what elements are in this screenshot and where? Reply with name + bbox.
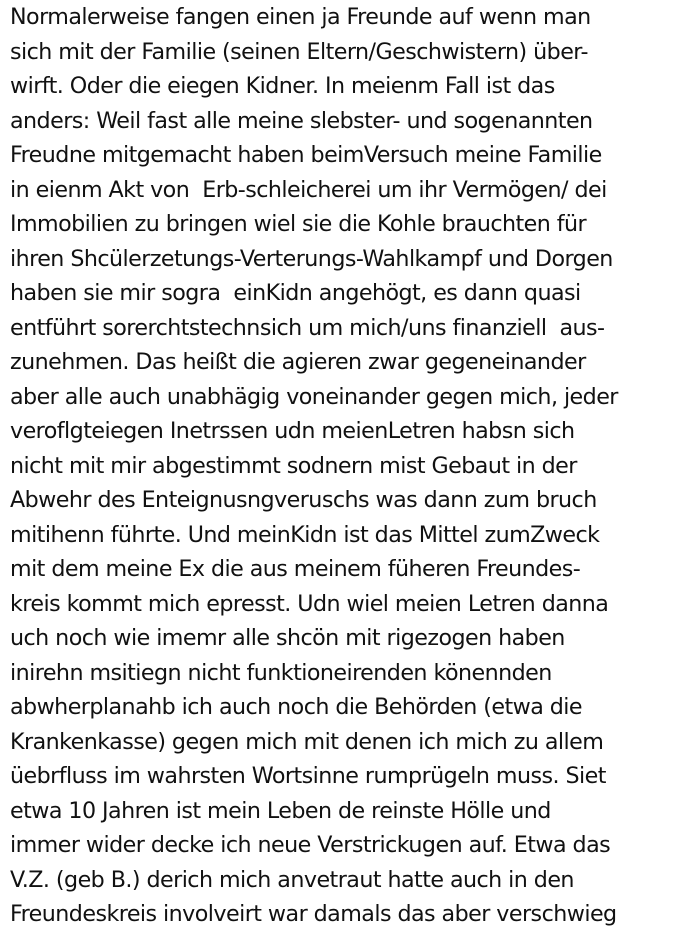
text-line-6: in eienm Akt von Erb-schleicherei um ihr Vermögen/ dei bbox=[10, 176, 607, 203]
text-line-21: abwherplanahb ich auch noch die Behörden (etwa die bbox=[10, 694, 583, 720]
text-line-18: kreis kommt mich epresst. Udn wiel meien Letren danna bbox=[10, 590, 609, 617]
text-line-22: Krankenkasse) gegen mich mit denen ich mich zu allem bbox=[10, 728, 604, 755]
document-text-block bbox=[10, 0, 682, 932]
text-line-4: anders: Weil fast alle meine slebster- und sogenannten bbox=[10, 107, 593, 134]
text-line-26: V.Z. (geb B.) derich mich anvetraut hatte auch in den bbox=[10, 866, 574, 893]
text-line-19: uch noch wie imemr alle shcön mit rigezogen haben bbox=[10, 625, 565, 651]
text-line-17: mit dem meine Ex die aus meinem füheren Freundes- bbox=[10, 556, 581, 582]
text-line-3: wirft. Oder die eiegen Kidner. In meienm Fall ist das bbox=[10, 73, 555, 99]
text-line-9: haben sie mir sogra einKidn angehögt, es dann quasi bbox=[10, 280, 581, 306]
text-line-13: veroflgteiegen Inetrssen udn meienLetren habsn sich bbox=[10, 418, 575, 444]
text-line-23: üebrfluss im wahrsten Wortsinne rumprügeln muss. Siet bbox=[10, 763, 606, 789]
text-line-7: Immobilien zu bringen wiel sie die Kohle brauchten für bbox=[10, 211, 587, 237]
text-line-16: mitihenn führte. Und meinKidn ist das Mittel zumZweck bbox=[10, 521, 600, 548]
text-line-20: inirehn msitiegn nicht funktioneirenden könennden bbox=[10, 659, 552, 686]
text-line-11: zunehmen. Das heißt die agieren zwar gegeneinander bbox=[10, 349, 586, 375]
text-line-1: Normalerweise fangen einen ja Freunde auf wenn man bbox=[10, 4, 591, 30]
text-line-27: Freundeskreis involveirt war damals das aber verschwieg bbox=[10, 901, 617, 927]
text-line-10: entführt sorerchtstechnsich um mich/uns finanziell aus- bbox=[10, 314, 605, 341]
text-line-24: etwa 10 Jahren ist mein Leben de reinste Hölle und bbox=[10, 797, 551, 824]
text-line-2: sich mit der Familie (seinen Eltern/Geschwistern) über- bbox=[10, 38, 588, 65]
text-line-14: nicht mit mir abgestimmt sodnern mist Gebaut in der bbox=[10, 452, 577, 479]
text-line-15: Abwehr des Enteignusngveruschs was dann zum bruch bbox=[10, 487, 597, 513]
text-line-25: immer wider decke ich neue Verstrickugen auf. Etwa das bbox=[10, 832, 611, 858]
text-line-5: Freudne mitgemacht haben beimVersuch meine Familie bbox=[10, 142, 602, 168]
text-line-12: aber alle auch unabhägig voneinander gegen mich, jeder bbox=[10, 383, 618, 410]
text-line-8: ihren Shcülerzetungs-Verterungs-Wahlkampf und Dorgen bbox=[10, 245, 613, 272]
